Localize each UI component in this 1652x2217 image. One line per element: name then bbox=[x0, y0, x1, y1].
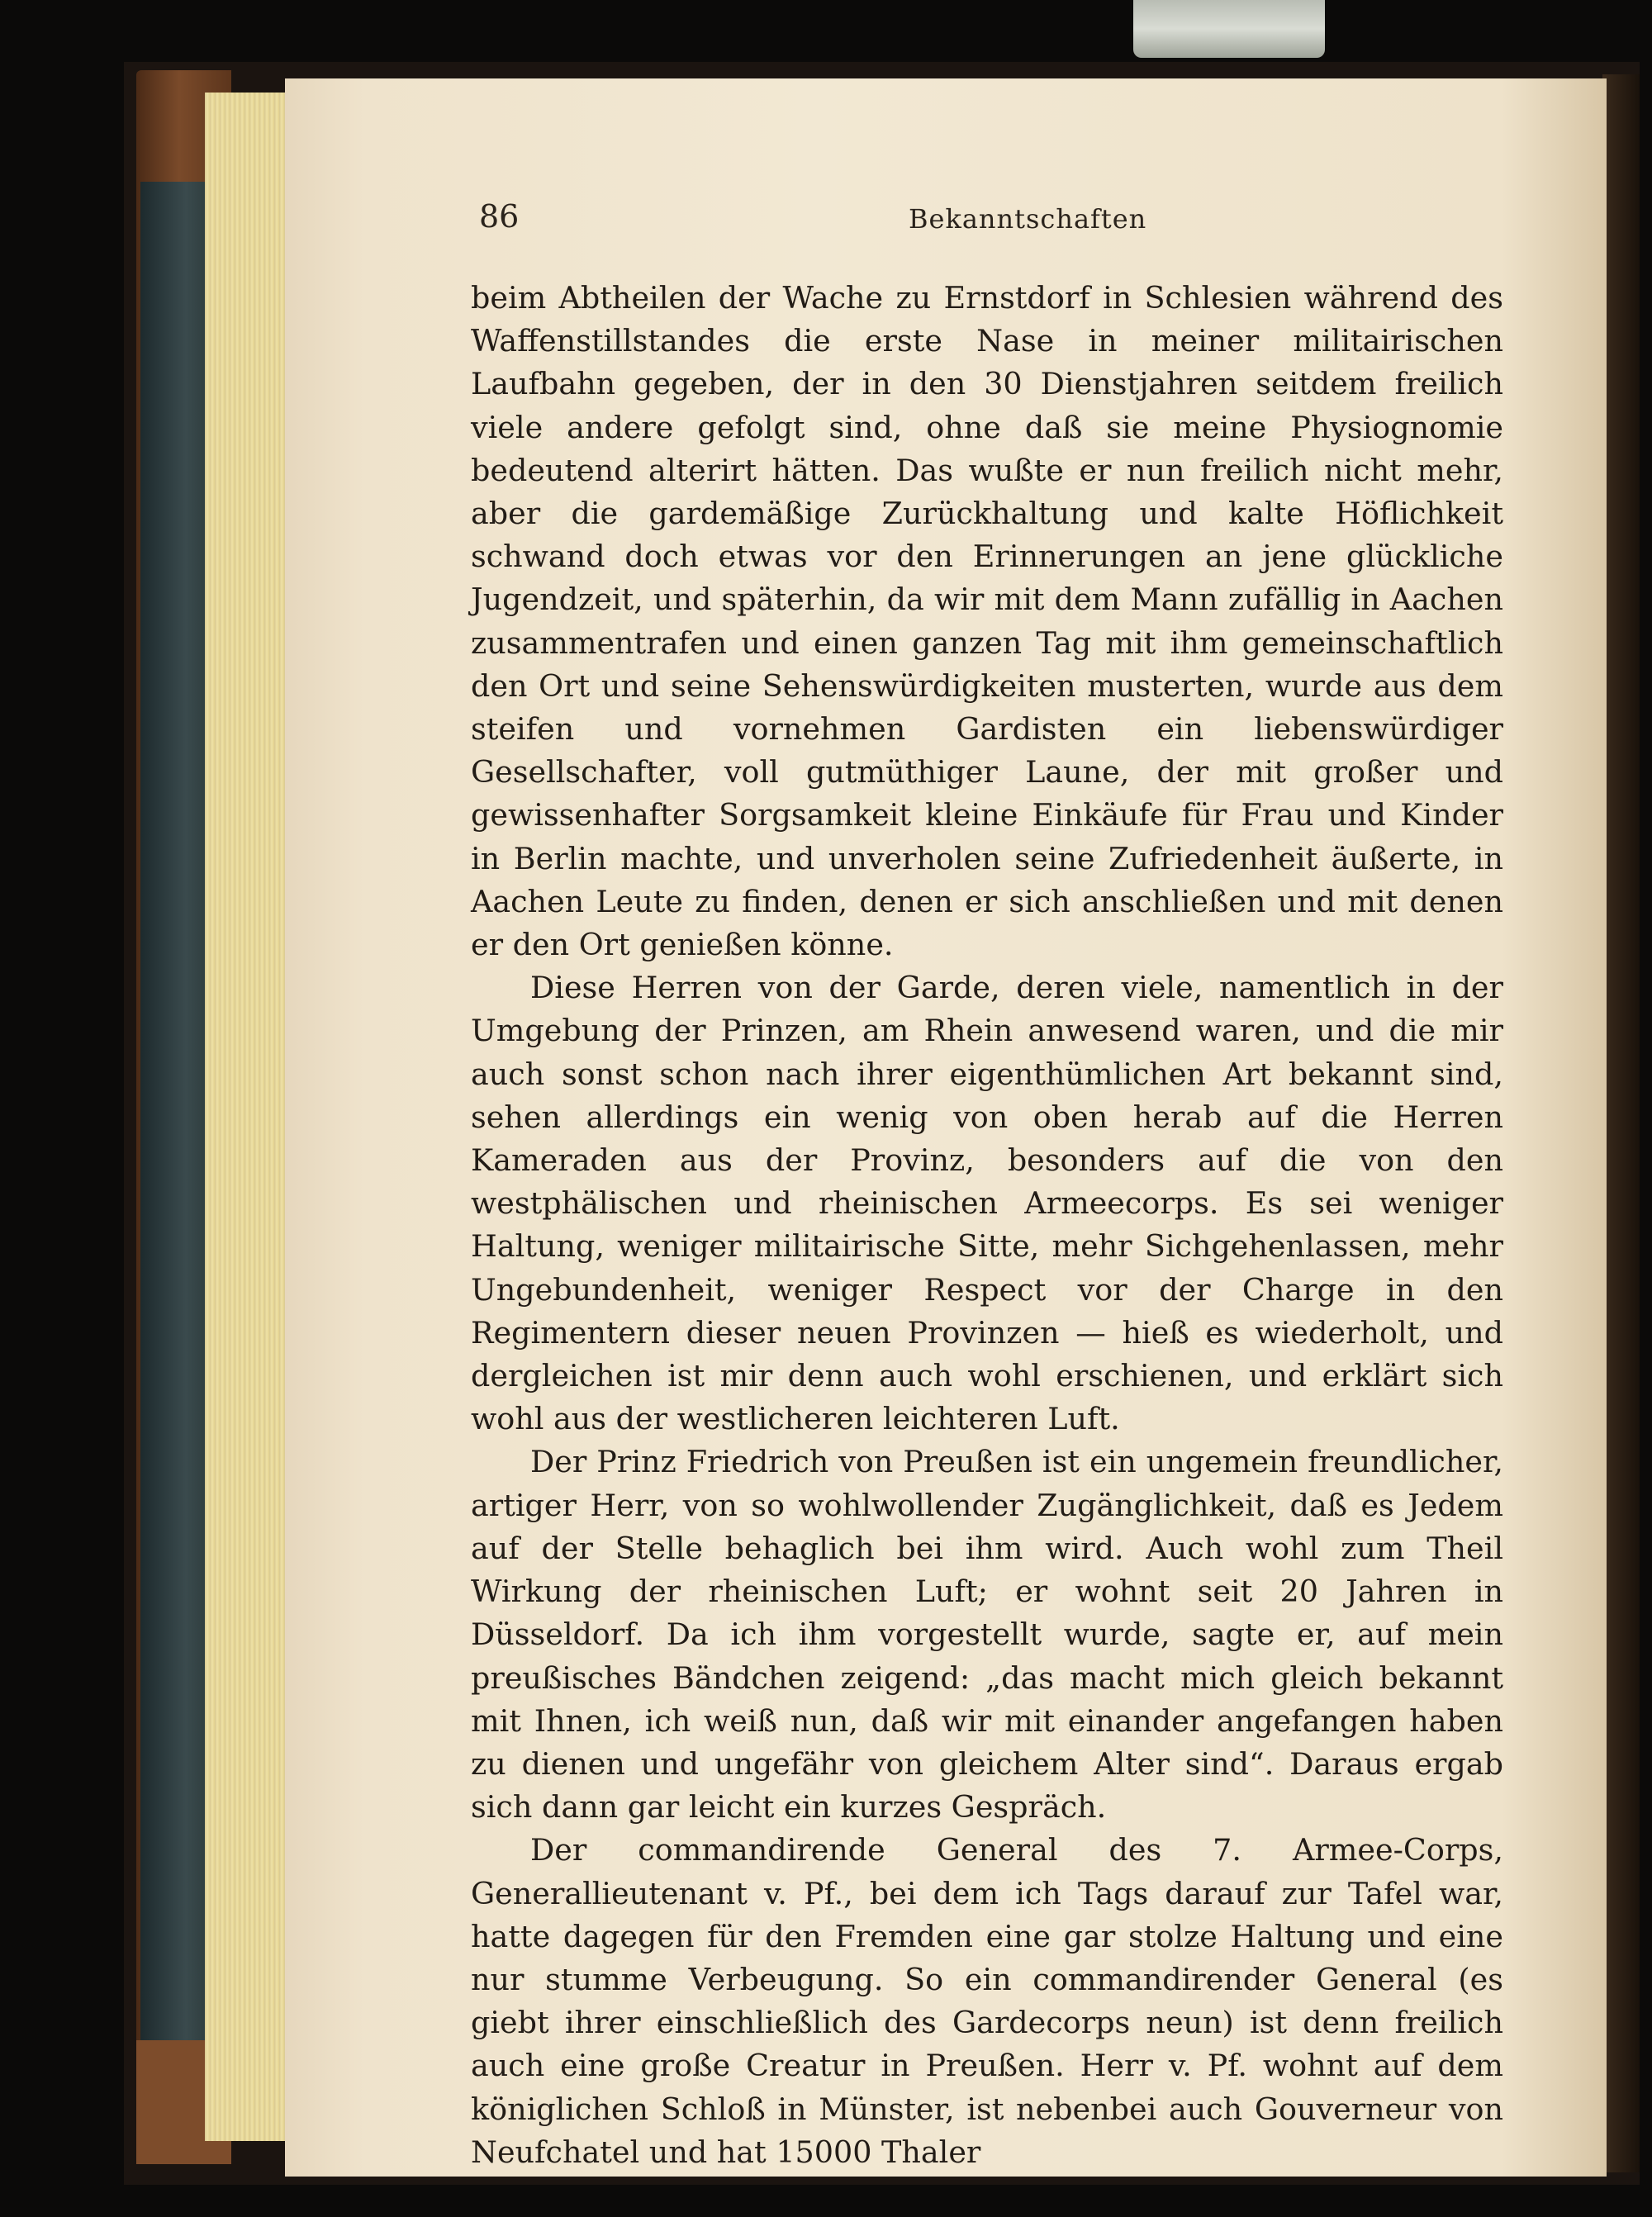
book-gutter bbox=[1602, 74, 1640, 2172]
paragraph: Der Prinz Friedrich von Preußen ist ein ungemein freundlicher, artiger Herr, von so wohlwollender Zugänglichkeit, daß es Jedem auf der Stelle behaglich bei ihm wird. Auch wohl zum Theil Wirkung der rheinischen Luft; er wohnt seit 20 Jahren in Düsseldorf. Da ich ihm vorgestellt wurde, sagte er, auf mein preußisches Bändchen zeigend: „das macht mich gleich bekannt mit Ihnen, ich weiß nun, daß wir mit einander angefangen haben zu dienen und ungefähr von gleichem Alter sind“. Daraus ergab sich dann gar leicht ein kurzes Gespräch. bbox=[471, 1444, 1503, 1825]
paragraph: beim Abtheilen der Wache zu Ernstdorf in Schlesien während des Waffenstillstandes die erste Nase in meiner militairischen Laufbahn gegeben, der in den 30 Dienstjahren seitdem freilich viele andere gefolgt sind, ohne daß sie meine Physiognomie bedeutend alterirt hätten. Das wußte er nun freilich nicht mehr, aber die gardemäßige Zurückhaltung und kalte Höflichkeit schwand doch etwas vor den Erinnerungen an jene glückliche Jugendzeit, und späterhin, da wir mit dem Mann zufällig in Aachen zusammentrafen und einen ganzen Tag mit ihm gemeinschaftlich den Ort und seine Sehenswürdigkeiten musterten, wurde aus dem steifen und vornehmen Gardisten ein liebenswürdiger Gesellschafter, voll gutmüthiger Laune, der mit großer und gewissenhafter Sorgsamkeit kleine Einkäufe für Frau und Kinder in Berlin machte, und unverholen seine Zufriedenheit äußerte, in Aachen Leute zu finden, denen er sich anschließen und mit denen er den Ort genießen könne. bbox=[471, 280, 1503, 963]
page-edges bbox=[205, 93, 287, 2141]
running-head: Bekanntschaften bbox=[909, 203, 1147, 235]
body-text bbox=[471, 277, 1503, 2174]
paragraph: Der commandirende General des 7. Armee-Corps, Generallieutenant v. Pf., bei dem ich Tags darauf zur Tafel war, hatte dagegen für den Fremden eine gar stolze Haltung und eine nur stumme Verbeugung. So ein commandirender General (es giebt ihrer einschließlich des Gardecorps neun) ist denn freilich auch eine große Creatur in Preußen. Herr v. Pf. wohnt auf dem königlichen Schloß in Münster, ist nebenbei auch Gouverneur von Neufchatel und hat 15000 Thaler bbox=[471, 1832, 1503, 2170]
book-clip bbox=[1133, 0, 1325, 58]
paragraph: Diese Herren von der Garde, deren viele, namentlich in der Umgebung der Prinzen, am Rhein anwesend waren, und die mir auch sonst schon nach ihrer eigenthümlichen Art bekannt sind, sehen allerdings ein wenig von oben herab auf die Herren Kameraden aus der Provinz, besonders auf die von den westphälischen und rheinischen Armeecorps. Es sei weniger Haltung, weniger militairische Sitte, mehr Sichgehenlassen, mehr Ungebundenheit, weniger Respect vor der Charge in den Regimentern dieser neuen Provinzen — hieß es wiederholt, und dergleichen ist mir denn auch wohl erschienen, und erklärt sich wohl aus der westlicheren leichteren Luft. bbox=[471, 970, 1503, 1437]
page-number: 86 bbox=[479, 198, 520, 235]
